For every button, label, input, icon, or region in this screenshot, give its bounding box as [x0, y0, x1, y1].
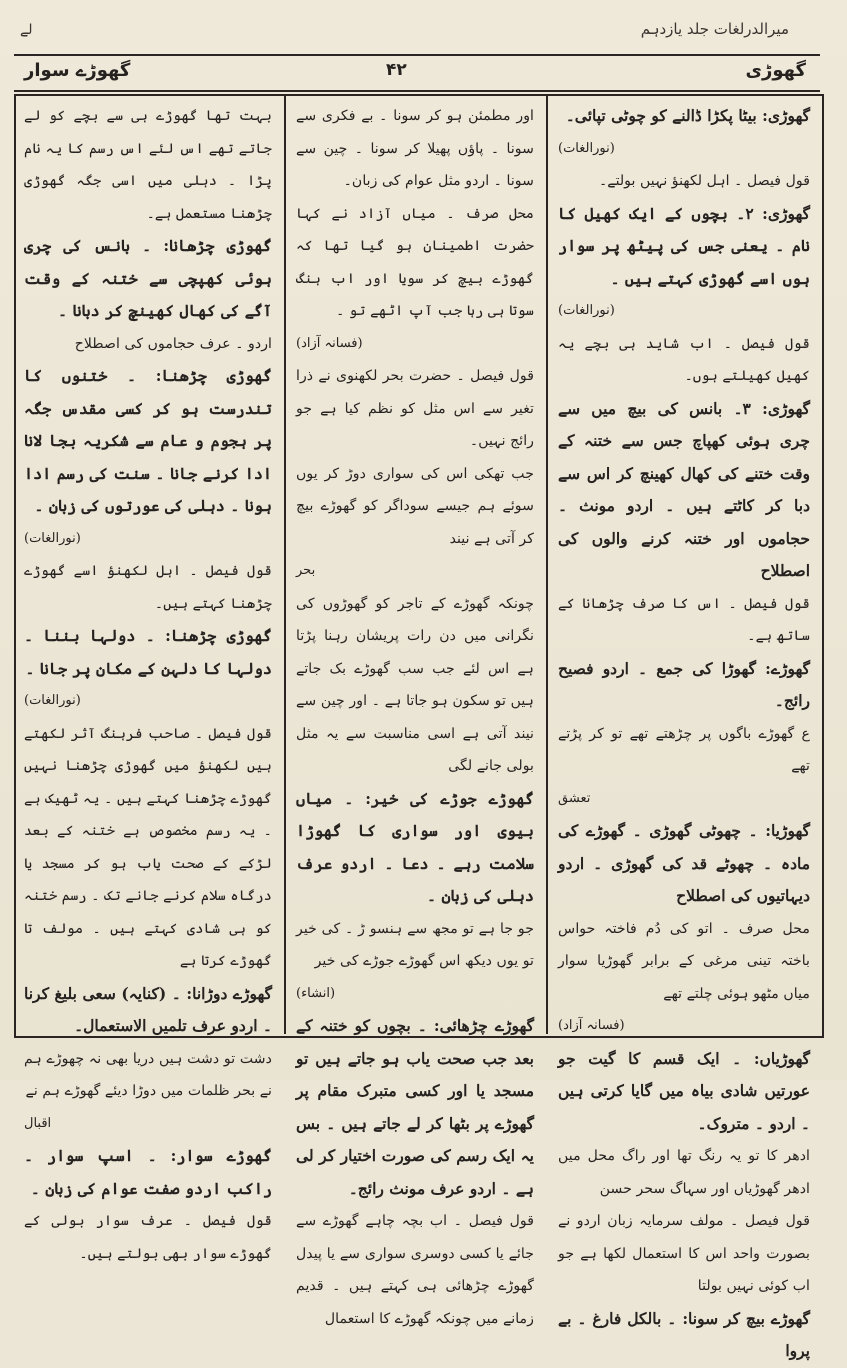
entry-text: قول فیصل ۔ اس کا صرف چڑھانا کے ساتھ ہے۔	[558, 595, 810, 644]
source-citation: تعشق	[558, 790, 591, 806]
entry-text: بہت تھا گھوڑے ہی سے بچے کو لے جاتے تھے اس لئے اس رسم کا یہ نام پڑا ۔ دہلی میں اسی جگہ گھوڑی چڑھنا مستعمل ہے۔	[24, 108, 272, 222]
entry-text: قول فیصل ۔ حضرت بحر لکھنوی نے ذرا تغیر سے اس مثل کو نظم کیا ہے جو رائج نہیں۔	[296, 368, 534, 449]
source-citation: بحر	[296, 563, 316, 578]
source-citation: (نورالغات)	[558, 140, 615, 156]
entry-text: جو جا ہے تو مجھ سے ہنسو ڑ ۔ کی خیر تو یوں دیکھ اس گھوڑے جوڑے کی خیر	[296, 920, 534, 969]
entry-headword: گھوڑے سوار: ۔ اسپ سوار ۔ راکب اردو صفت عوام کی زبان ۔	[24, 1146, 272, 1198]
entry-text: قول فیصل ۔ صاحب فرہنگ آثر لکھتے ہیں لکھنؤ میں گھوڑی چڑھنا نہیں گھوڑے چڑھنا کہتے ہیں ۔ یہ ٹھیک ہے ۔ یہ رسم مخصوص ہے ختنہ کے بعد لڑکے کے صحت یاب ہو کر مسجد یا درگاہ سلام کرنے جانے تک ۔ رسم ختنہ کو ہی شادی کہتے ہیں ۔ مولف تا گھوڑے کرتا ہے	[24, 725, 272, 969]
header-right-word: گھوڑی	[745, 60, 806, 81]
entry-text: قول فیصل ۔ اہل لکھنؤ نہیں بولتے۔	[598, 173, 810, 189]
entry-text: محل صرف ۔ میاں آزاد نے کہا حضرت اطمینان ہو گیا تھا کہ گھوڑے بیچ کر سویا اور اب ہنگ سوتا ہی رہا جب آپ اٹھے تو ۔	[296, 205, 534, 319]
source-citation: (فسانہ آزاد)	[558, 1018, 625, 1033]
source-citation: (نورالغات)	[24, 530, 81, 546]
entry-headword: گھوڑے: گھوڑا کی جمع ۔ اردو فصیح رائج۔	[558, 658, 810, 710]
entry-text: قول فیصل ۔ اہل لکھنؤ اسے گھوڑے چڑھنا کہتے ہیں۔	[24, 563, 272, 612]
entry-headword: گھوڑے جوڑے کی خیر: ۔ میاں بیوی اور سواری کا گھوڑا سلامت رہے ۔ دعا ۔ اردو عرف دہلی کی زبان ۔	[296, 788, 534, 905]
column-middle	[286, 94, 544, 1327]
entry-text: قول فیصل ۔ عرف سوار بولی کے گھوڑے سوار بھی بولتے ہیں۔	[24, 1213, 272, 1262]
entry-headword: گھوڑی چڑھنا: ۔ ختنوں کا تندرست ہو کر کسی مقدس جگہ پر ہجوم و عام سے شکریہ بجا لانا ادا کرنے جانا ۔ سنت کی رسم ادا ہونا ۔ دہلی کی عورتوں کی زبان ۔	[24, 366, 272, 515]
corner-mark: لے	[20, 22, 33, 38]
source-citation: (نورالغات)	[558, 303, 615, 318]
entry-text: محل صرف ۔ اتو کی دُم فاختہ حواس باختہ تینی مرغی کے برابر گھوڑیا سوار میاں مٹھو ہوئی چلتے تھے	[558, 920, 810, 1002]
entry-headword: گھوڑی: بیٹا پکڑا ڈالنے کو چوٹی تپائی۔	[565, 106, 810, 125]
entry-text: دشت تو دشت ہیں دریا بھی نہ چھوڑے ہم نے بحر ظلمات میں دوڑا دیئے گھوڑے ہم نے	[24, 1050, 272, 1099]
header-band	[14, 54, 820, 92]
entry-headword: گھوڑی: ۳۔ بانس کی بیچ میں سے چری ہوئی کھپاچ جس سے ختنہ کے وقت ختنے کی کھال کھینچ کر اس سے دبا کر کاٹتے ہیں ۔ اردو مونث ۔ حجاموں اور ختنہ کرنے والوں کی اصطلاح	[558, 398, 810, 580]
entry-text: ادھر کا تو یہ رنگ تھا اور راگ محل میں ادھر گھوڑیاں اور سہاگ سحر حسن	[558, 1148, 810, 1197]
header-left-word: گھوڑے سوار	[24, 60, 131, 81]
source-citation: (انشاء)	[296, 985, 336, 1001]
entry-headword: گھوڑیا: ۔ چھوٹی گھوڑی ۔ گھوڑے کی مادہ ۔ چھوٹے قد کی گھوڑی ۔ اردو دیہاتیوں کی اصطلاح	[558, 821, 810, 905]
column-left	[14, 94, 282, 1262]
entry-text: اردو ۔ عرف حجاموں کی اصطلاح	[74, 335, 272, 352]
entry-text: قول فیصل ۔ مولف سرمایہ زبان اردو نے بصورت واحد اس کا استعمال لکھا ہے جو اب کوئی نہیں بولتا	[558, 1213, 810, 1294]
source-citation: (نورالغات)	[24, 693, 81, 708]
entry-text: قول فیصل ۔ اب شاید ہی بچے یہ کھیل کھیلتے ہوں۔	[558, 335, 810, 384]
entry-headword: گھوڑی: ۲۔ بچوں کے ایک کھیل کا نام ۔ یعنی جس کی پیٹھ پر سوار ہوں اسے گھوڑی کہتے ہیں ۔	[558, 203, 810, 288]
entry-text: اور مطمئن ہو کر سونا ۔ بے فکری سے سونا ۔ پاؤں پھیلا کر سونا ۔ چین سے سونا ۔ اردو مثل عوام کی زبان۔	[296, 108, 534, 189]
entry-text: ع گھوڑے باگوں پر چڑھتے تھے تو کر پڑتے تھے	[558, 725, 810, 774]
entry-headword: گھوڑے چڑھائی: ۔ بچوں کو ختنہ کے بعد جب صحت یاب ہو جاتے ہیں تو مسجد یا اور کسی متبرک مقام پر گھوڑے پر بٹھا کر لے جاتے ہیں ۔ بس یہ ایک رسم کی صورت اختیار کر لی ہے ۔ اردو عرف مونث رائج۔	[296, 1016, 534, 1198]
page-number: ۴۲	[386, 60, 407, 80]
entry-text: چونکہ گھوڑے کے تاجر کو گھوڑوں کی نگرانی میں دن رات پریشان رہنا پڑتا ہے اس لئے جب سب گھوڑے بک جاتے ہیں تو سکون ہو جاتا ہے ۔ اور چین سے نیند آتی ہے اسی مناسبت سے یہ مثل بولی جانے لگی	[296, 595, 534, 774]
entry-headword: گھوڑی چڑھنا: ۔ دولہا بننا ۔ دولہا کا دلہن کے مکان پر جانا ۔	[24, 626, 272, 678]
column-right	[548, 94, 820, 1360]
running-head: میرالدرلغات جلد یازدہم	[640, 20, 789, 38]
entry-headword: گھوڑی چڑھانا: ۔ بانس کی چری ہوئی کھپچی سے ختنہ کے وقت آگے کی کھال کھینچ کر دبانا ۔	[24, 236, 272, 320]
source-citation: (فسانہ آزاد)	[296, 335, 363, 351]
entry-headword: گھوڑیاں: ۔ ایک قسم کا گیت جو عورتیں شادی بیاہ میں گایا کرتی ہیں ۔ اردو ۔ متروک۔	[558, 1048, 810, 1133]
entry-headword: گھوڑے دوڑانا: ۔ (کنایہ) سعی بلیغ کرنا ۔ اردو عرف تلمیں الاستعمال۔	[24, 983, 272, 1035]
entry-text: جب تھکی اس کی سواری دوڑ کر یوں سوئے ہم جیسے سوداگر کو گھوڑے بیچ کر آتی ہے نیند	[296, 465, 534, 547]
source-citation: اقبال	[24, 1115, 52, 1131]
entry-text: قول فیصل ۔ اب بچہ چاہے گھوڑے سے جائے یا کسی دوسری سواری سے یا پیدل گھوڑے چڑھائی ہی کہتے ہیں ۔ قدیم زمانے میں چونکہ گھوڑے کا استعمال	[296, 1213, 534, 1327]
entry-headword: گھوڑے بیچ کر سونا: ۔ بالکل فارغ ۔ بے پروا	[558, 1308, 810, 1360]
